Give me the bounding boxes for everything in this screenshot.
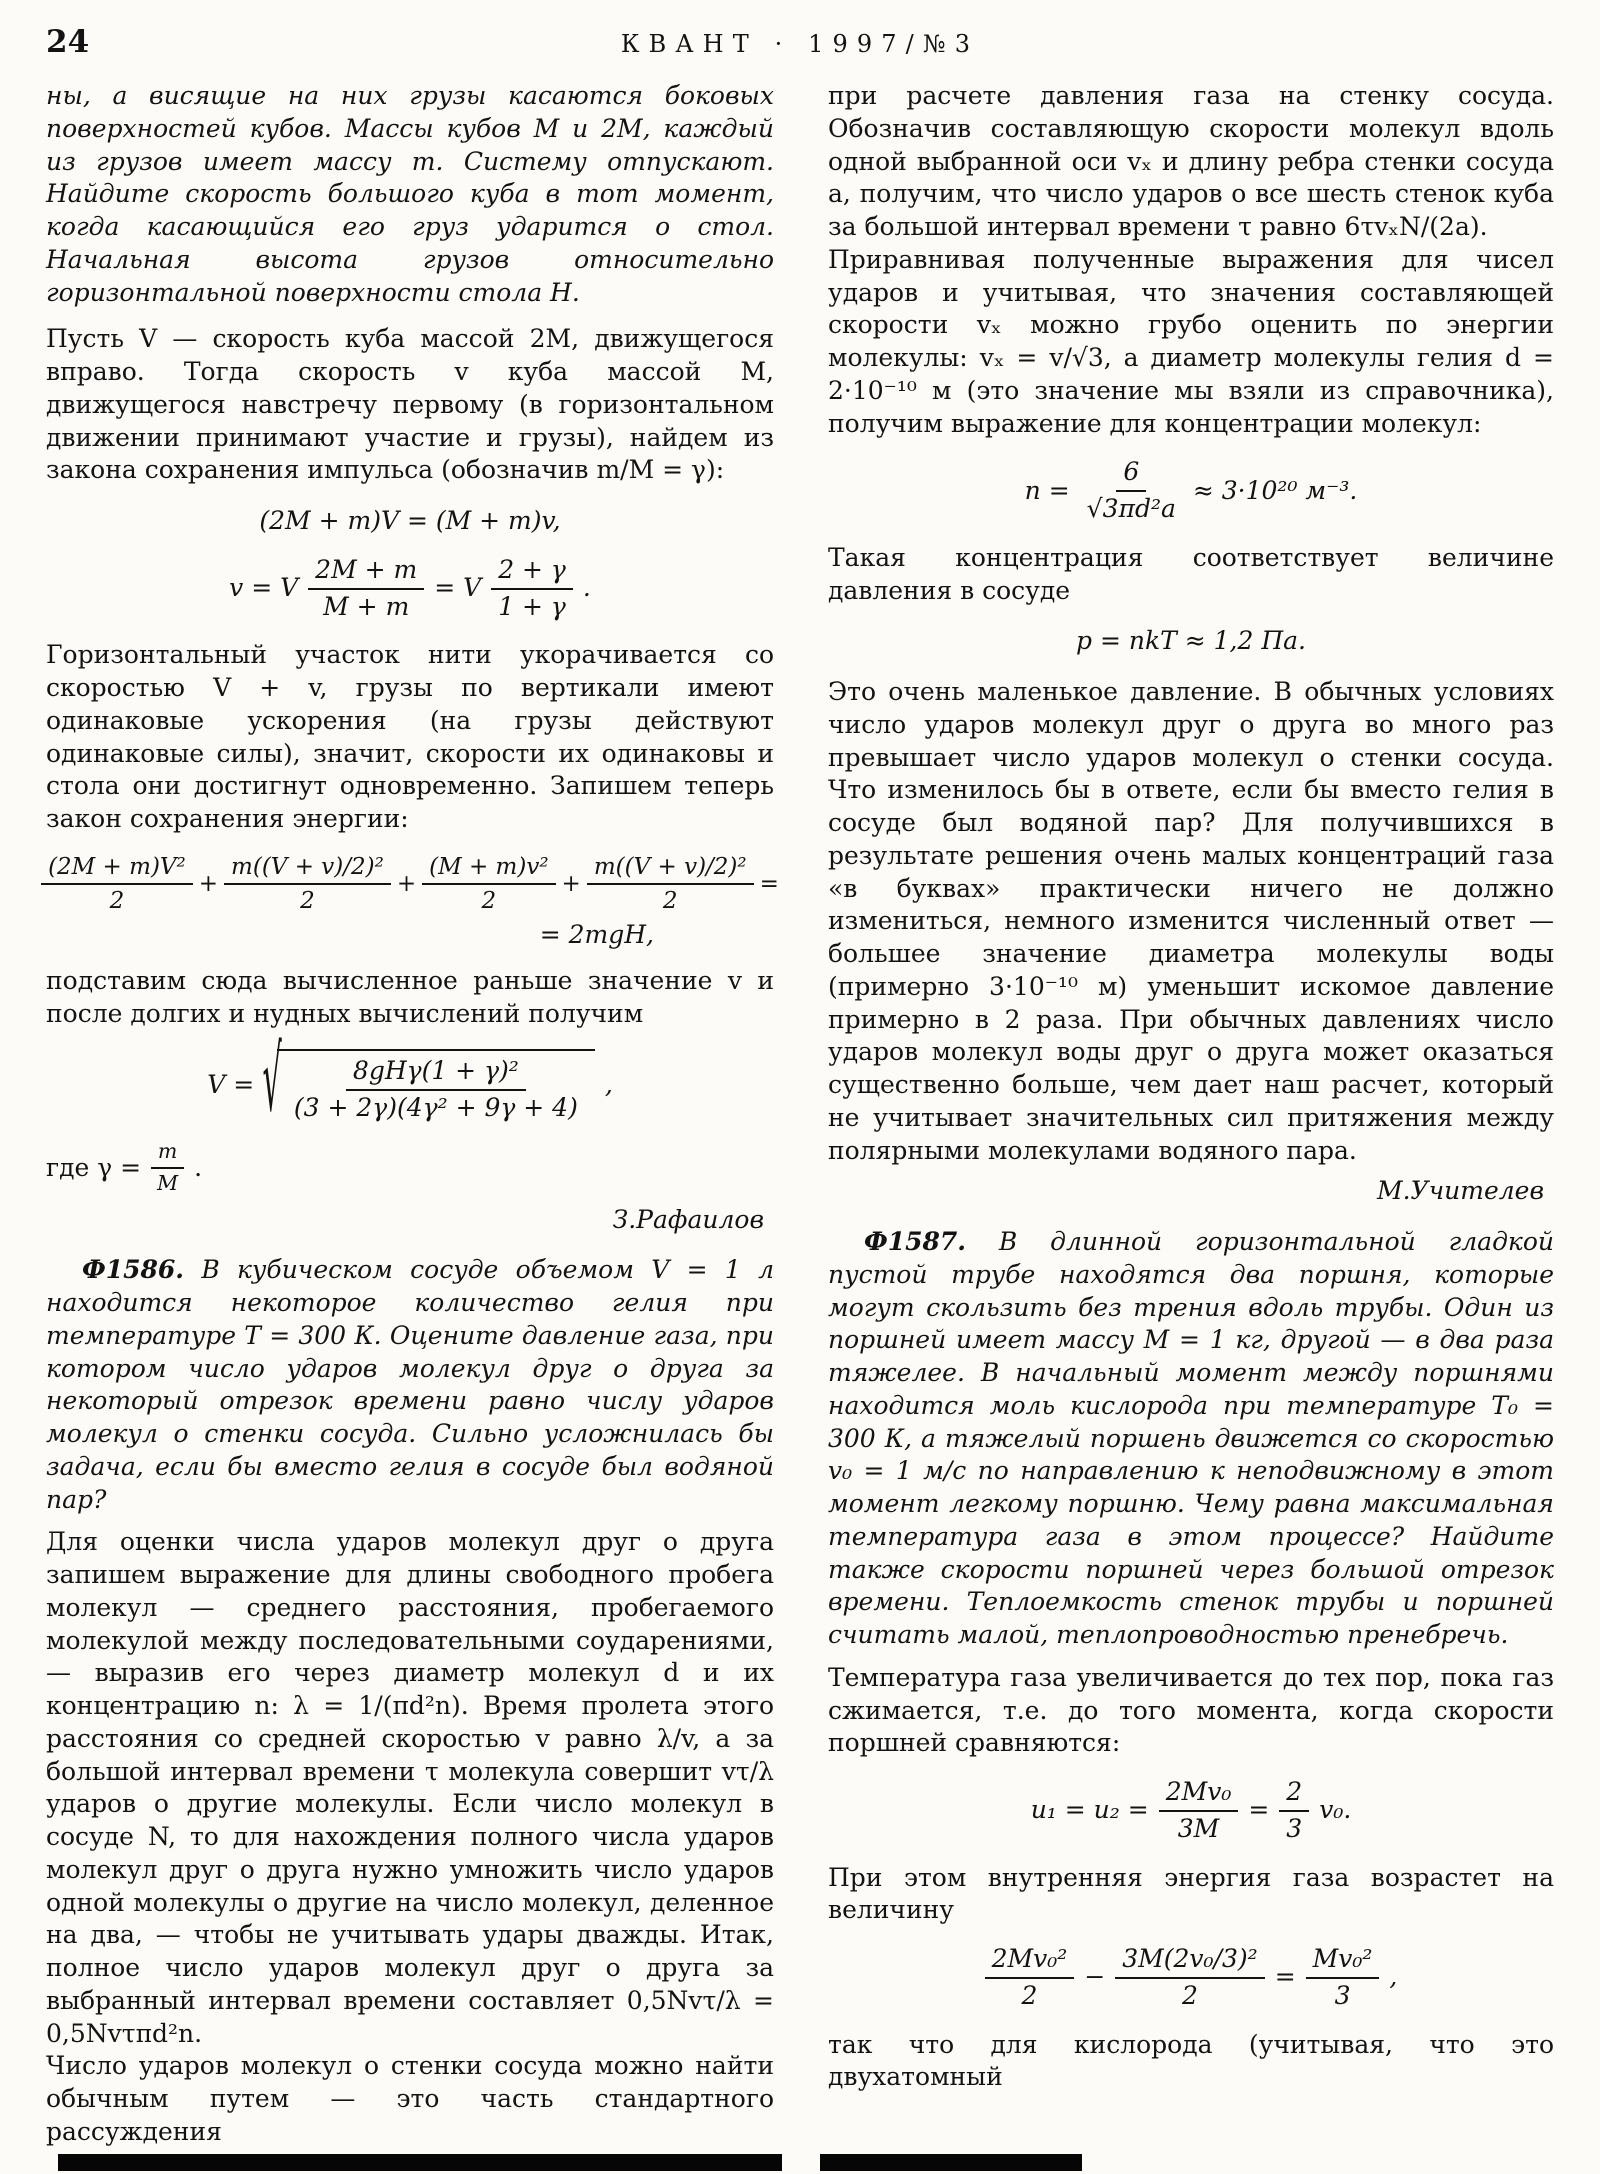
fraction-numerator: 2Mv₀ <box>1159 1778 1239 1812</box>
fraction-denominator: M <box>157 1170 179 1195</box>
problem-text: В длинной горизонтальной гладкой пустой трубе находятся два поршня, которые могут скользить без трения вдоль трубы. Один из поршней имеет массу М = 1 кг, другой — в два раза тяжелее. В начальный момент между поршнями находится моль кислорода при температуре Т₀ = 300 К, а тяжелый поршень движется со скоростью v₀ = 1 м/с по направлению к неподвижному в этот момент легкому поршню. Чему равна максимальная температура газа в этом процессе? Найдите также скорости поршней через большой отрезок времени. Теплоемкость стенок трубы и поршней считать малой, теплопроводностью пренебречь. <box>828 1227 1554 1649</box>
paragraph-problem-continued: ны, а висящие на них грузы касаются боковых поверхностей кубов. Массы кубов М и 2М, каждый из грузов имеет массу m. Систему отпускают. Найдите скорость большого куба в тот момент, когда касающийся его груз ударится о стол. Начальная высота грузов относительно горизонтальной поверхности стола Н. <box>46 81 774 307</box>
where-gamma-tail: . <box>194 1152 203 1182</box>
fraction-numerator: (M + m)v² <box>422 854 555 885</box>
paragraph-momentum-setup: Пусть V — скорость куба массой 2М, движущегося вправо. Тогда скорость v куба массой М, движущегося навстречу первому (в горизонтальном движении принимают участие и грузы), найдем из закона сохранения импульса (обозначив m/M = γ): <box>46 324 774 485</box>
formula-final-speed-tail: , <box>604 1070 613 1100</box>
fraction <box>1306 1945 1380 2011</box>
fraction <box>1080 458 1183 524</box>
author-signature: М.Учителев <box>1376 1176 1544 1206</box>
paragraph-pressure-calc: при расчете давления газа на стенку сосуда. Обозначив составляющую скорости молекул вдоль одной выбранной оси vₓ и длину ребра стенки сосуда a, получим, что число ударов о все шесть стенок куба за большой интервал времени τ равно 6τvₓN/(2a). <box>828 81 1554 241</box>
fraction-numerator: Mv₀² <box>1306 1945 1380 1979</box>
formula-piston-speeds <box>828 1778 1554 1844</box>
problem-f1587 <box>828 1226 1554 1652</box>
formula-momentum-text: (2M + m)V = (M + m)v, <box>259 506 561 535</box>
author-signature: З.Рафаилов <box>612 1204 764 1234</box>
paragraph-substitute: подставим сюда вычисленное раньше значение v и после долгих и нудных вычислений получим <box>46 966 774 1029</box>
fraction-numerator: 2 <box>1279 1778 1309 1812</box>
formula-concentration-tail: ≈ 3·10²⁰ м⁻³. <box>1192 475 1358 505</box>
formula-speed-tail: . <box>582 573 591 603</box>
fraction <box>41 854 193 915</box>
paragraph-equate: Приравнивая полученные выражения для чисел ударов и учитывая, что значения составляющей скорости vₓ можно грубо оценить по энергии молекулы: vₓ = v/√3, а диаметр молекулы гелия d = 2·10⁻¹⁰ м (это значение мы взяли из справочника), получим выражение для концентрации молекул: <box>828 244 1554 438</box>
fraction-denominator: 2 <box>662 888 678 915</box>
paragraph-diatomic: так что для кислорода (учитывая, что это двухатомный <box>828 2029 1554 2092</box>
fraction-numerator: 8gHγ(1 + γ)² <box>346 1057 526 1091</box>
fraction <box>985 1945 1075 2011</box>
fraction-denominator: 2 <box>1021 1980 1038 2010</box>
fraction-numerator: 2 + γ <box>491 556 573 590</box>
fraction <box>287 1057 585 1123</box>
page-header <box>0 0 1600 70</box>
formula-piston-speeds-tail: v₀. <box>1319 1795 1352 1825</box>
formula-pressure <box>828 625 1554 658</box>
formula-concentration <box>828 458 1554 524</box>
problem-text: В кубическом сосуде объемом V = 1 л находится некоторое количество гелия при температуре Т = 300 К. Оцените давление газа, при котором число ударов молекул друг о друга за некоторый отрезок времени равно числу ударов молекул о стенки сосуда. Сильно усложнилась бы задача, если бы вместо гелия в сосуде был водяной пар? <box>46 1255 774 1514</box>
formula-pressure-text: p = nkT ≈ 1,2 Па. <box>1076 626 1306 656</box>
columns <box>0 70 1600 2149</box>
paragraph-mean-free-path: Для оценки числа ударов молекул друг о друга запишем выражение для длины свободного пробега молекул — среднего расстояния, пробегаемого молекулой между последовательными соударениями, — выразив его через диаметр молекул d и их концентрацию n: λ = 1/(πd²n). Время пролета этого расстояния со средней скоростью v равно λ/v, а за большой интервал времени τ молекула совершит vτ/λ ударов о другие молекулы. Если число молекул в сосуде N, то для нахождения полного числа ударов молекул друг о друга нужно умножить число ударов одной молекулы о другие на число молекул, деленное на два, — чтобы не учитывать удары дважды. Итак, полное число ударов молекул друг о друга за выбранный интервал времени составляет 0,5Nvτ/λ = 0,5Nvτπd²n. <box>46 1527 774 2048</box>
formula-final-speed-lead: V = <box>207 1070 255 1100</box>
fraction <box>1115 1945 1264 2011</box>
paragraph-small-pressure: Это очень маленькое давление. В обычных условиях число ударов молекул друг о друга во много раз превышает число ударов молекул о стенки сосуда. Что изменилось бы в ответе, если бы вместо гелия в сосуде был водяной пар? Для получившихся в результате решения очень малых концентраций газа «в буквах» практически ничего не должно измениться, немного изменится численный ответ — большее значение диаметра молекулы воды (примерно 3·10⁻¹⁰ м) уменьшит искомое давление примерно в 2 раза. При обычных давлениях число ударов молекул воды друг о друга может оказаться существенно больше, чем дает наш расчет, который не учитывает значительных сил притяжения между полярными молекулами водяного пара. <box>828 677 1554 1165</box>
equals-sign: = <box>1248 1795 1270 1825</box>
fraction <box>308 556 424 622</box>
fraction <box>224 854 391 915</box>
scan-artifact-bar <box>58 2154 782 2171</box>
equals-sign: = <box>759 871 779 898</box>
fraction-denominator: 3 <box>1334 1980 1351 2010</box>
paragraph-concentration: Такая концентрация соответствует величине давления в сосуде <box>828 542 1554 605</box>
fraction-denominator: 2 <box>481 888 497 915</box>
problem-number: Ф1587. <box>864 1227 967 1256</box>
fraction-numerator: m <box>151 1140 184 1169</box>
fraction <box>587 854 754 915</box>
formula-speed-lead: v = V <box>229 573 299 603</box>
fraction-denominator: 2 <box>109 888 125 915</box>
formula-energy-increase <box>828 1945 1554 2011</box>
fraction-denominator: 1 + γ <box>498 591 566 621</box>
problem-f1586 <box>46 1254 774 1516</box>
fraction <box>1159 1778 1239 1844</box>
left-column <box>46 80 779 2149</box>
paragraph-wall-hits: Число ударов молекул о стенки сосуда можно найти обычным путем — это часть стандартного рассуждения <box>46 2051 774 2146</box>
formula-energy-line1 <box>46 853 779 915</box>
fraction <box>422 854 555 915</box>
formula-momentum <box>46 505 774 538</box>
minus-sign: − <box>1084 1962 1106 1992</box>
fraction-denominator: (3 + 2γ)(4γ² + 9γ + 4) <box>293 1092 578 1122</box>
formula-energy-increase-tail: , <box>1389 1962 1398 1992</box>
fraction-denominator: 2 <box>1182 1980 1198 2010</box>
fraction-denominator: 2 <box>300 888 315 915</box>
radicand <box>277 1049 595 1123</box>
fraction-numerator: 2M + m <box>308 556 424 590</box>
equals-sign: = <box>1274 1962 1296 1992</box>
formula-concentration-lead: n = <box>1024 475 1070 505</box>
fraction <box>1279 1778 1309 1844</box>
plus-sign: + <box>396 871 417 898</box>
radical-sign: √ <box>262 1032 282 1135</box>
paragraph-internal-energy: При этом внутренняя энергия газа возрастет на величину <box>828 1862 1554 1925</box>
formula-final-speed <box>46 1032 774 1135</box>
fraction-numerator: m((V + v)/2)² <box>224 854 391 885</box>
fraction <box>150 1140 185 1195</box>
fraction-denominator: 3M <box>1177 1813 1220 1843</box>
right-column <box>828 80 1554 2149</box>
formula-speed-eq: = V <box>434 573 482 603</box>
fraction-numerator: 2Mv₀² <box>985 1945 1075 1979</box>
scan-artifact-bar <box>820 2154 1082 2171</box>
page-number: 24 <box>46 24 90 60</box>
formula-piston-speeds-lead: u₁ = u₂ = <box>1030 1795 1149 1825</box>
fraction-denominator: √3πd²a <box>1086 494 1176 523</box>
journal-title: КВАНТ · 1997/№3 <box>620 30 980 58</box>
fraction-numerator: m((V + v)/2)² <box>587 854 754 885</box>
where-gamma-lead: где γ = <box>46 1152 142 1182</box>
where-gamma <box>46 1140 774 1195</box>
paragraph-temperature: Температура газа увеличивается до тех пор, пока газ сжимается, т.е. до того момента, когда скорости поршней сравняются: <box>828 1662 1554 1758</box>
fraction-numerator: 3M(2v₀/3)² <box>1115 1945 1264 1979</box>
fraction-denominator: 3 <box>1286 1813 1303 1843</box>
formula-speed <box>46 556 774 622</box>
fraction-numerator: (2M + m)V² <box>41 854 193 885</box>
fraction-numerator: 6 <box>1116 458 1146 492</box>
problem-number: Ф1586. <box>82 1255 185 1285</box>
plus-sign: + <box>561 871 581 898</box>
fraction <box>491 556 573 622</box>
plus-sign: + <box>198 871 219 898</box>
square-root <box>262 1032 595 1135</box>
formula-energy-line2: = 2mgH, <box>539 919 654 949</box>
paragraph-energy-setup: Горизонтальный участок нити укорачивается со скоростью V + v, грузы по вертикали имеют одинаковые ускорения (на грузы действуют одинаковые силы), значит, скорости их одинаковы и стола они достигнут одновременно. Запишем теперь закон сохранения энергии: <box>46 640 774 833</box>
fraction-denominator: M + m <box>323 591 410 621</box>
